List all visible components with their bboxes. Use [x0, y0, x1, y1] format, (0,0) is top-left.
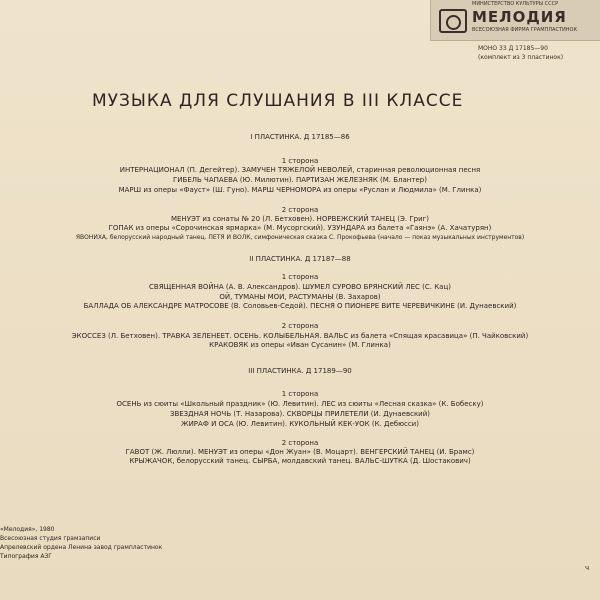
track-line: БАЛЛАДА ОБ АЛЕКСАНДРЕ МАТРОСОВЕ (В. Соловьев-Седой). ПЕСНЯ О ПИОНЕРЕ ВИТЕ ЧЕРЕВИЧКИНЕ (И. Дунаевский): [83, 302, 517, 310]
logo-top-text: МИНИСТЕРСТВО КУЛЬТУРЫ СССР: [472, 1, 559, 7]
footer-line: Апрелевский ордена Ленина завод грампластинок: [0, 544, 163, 551]
track-line: ЗВЕЗДНАЯ НОЧЬ (Т. Назарова). СКВОРЦЫ ПРИЛЕТЕЛИ (И. Дунаевский): [169, 410, 431, 418]
side-2-heading: 2 сторона: [281, 322, 319, 330]
track-line: КРЫЖАЧОК, белорусский танец. СЫРБА, молдавский танец. ВАЛЬС-ШУТКА (Д. Шостакович): [129, 457, 471, 465]
logo-main-text: МЕЛОДИЯ: [472, 8, 567, 26]
track-line: ОСЕНЬ из сюиты «Школьный праздник» (Ю. Левитин). ЛЕС из сюиты «Лесная сказка» (К. Бобеску): [116, 400, 484, 408]
track-line: ЯВОНИХА, белорусский народный танец. ПЕТЯ И ВОЛК, симфоническая сказка С. Прокофьева (начало — показ музыкальных инструментов): [75, 234, 525, 241]
logo-bottom-text: ВСЕСОЮЗНАЯ ФИРМА ГРАМПЛАСТИНОК: [472, 27, 578, 33]
track-line: МАРШ из оперы «Фауст» (Ш. Гуно). МАРШ ЧЕРНОМОРА из оперы «Руслан и Людмила» (М. Глинка): [118, 186, 482, 194]
track-line: ЖИРАФ И ОСА (Ю. Левитин). КУКОЛЬНЫЙ КЕК-УОК (К. Дебюсси): [181, 420, 419, 428]
track-line: ЭКОССЕЗ (Л. Бетховен). ТРАВКА ЗЕЛЕНЕЕТ. ОСЕНЬ. КОЛЫБЕЛЬНАЯ. ВАЛЬС из балета «Спящая красавица» (П. Чайковский): [71, 332, 529, 340]
track-line: ГИБЕЛЬ ЧАПАЕВА (Ю. Милютин). ПАРТИЗАН ЖЕЛЕЗНЯК (М. Блантер): [173, 176, 427, 184]
track-line: СВЯЩЕННАЯ ВОЙНА (А. В. Александров). ШУМЕЛ СУРОВО БРЯНСКИЙ ЛЕС (С. Кац): [149, 283, 451, 291]
track-line: КРАКОВЯК из оперы «Иван Сусанин» (М. Глинка): [209, 341, 391, 349]
catalog-info: [478, 44, 598, 62]
corner-mark: ч: [585, 564, 590, 572]
track-line: ГАВОТ (Ж. Люлли). МЕНУЭТ из оперы «Дон Жуан» (В. Моцарт). ВЕНГЕРСКИЙ ТАНЕЦ (И. Брамс): [125, 448, 475, 456]
track-line: ОЙ, ТУМАНЫ МОИ, РАСТУМАНЫ (В. Захаров): [219, 293, 381, 301]
album-title: МУЗЫКА ДЛЯ СЛУШАНИЯ В III КЛАССЕ: [92, 91, 464, 111]
track-line: МЕНУЭТ из сонаты № 20 (Л. Бетховен). НОРВЕЖСКИЙ ТАНЕЦ (Э. Григ): [170, 215, 430, 223]
catalog-set-note: (комплект из 3 пластинок): [478, 54, 564, 61]
melodiya-logo: [430, 0, 600, 41]
footer-line: Типография АЗГ: [0, 553, 52, 560]
side-1-heading: 1 сторона: [281, 273, 319, 281]
production-info: [0, 525, 163, 561]
side-1-heading: 1 сторона: [281, 157, 319, 165]
track-line: ИНТЕРНАЦИОНАЛ (П. Дегейтер). ЗАМУЧЕН ТЯЖЕЛОЙ НЕВОЛЕЙ, старинная революционная песня: [119, 166, 481, 174]
catalog-line: МОНО 33 Д 17185—90: [478, 45, 548, 52]
melodiya-emblem-icon: [439, 9, 467, 33]
footer-line: «Мелодия», 1980: [0, 526, 55, 533]
track-line: ГОПАК из оперы «Сорочинская ярмарка» (М. Мусоргский). УЗУНДАРА из балета «Гаянэ» (А. Хачатурян): [108, 224, 492, 232]
side-2-heading: 2 сторона: [281, 206, 319, 214]
record-2-heading: II ПЛАСТИНКА. Д 17187—88: [249, 255, 351, 263]
record-3-heading: III ПЛАСТИНКА. Д 17189—90: [248, 367, 352, 375]
side-2-heading: 2 сторона: [281, 439, 319, 447]
record-1-heading: I ПЛАСТИНКА. Д 17185—86: [250, 133, 350, 141]
side-1-heading: 1 сторона: [281, 390, 319, 398]
footer-line: Всесоюзная студия грамзаписи: [0, 535, 101, 542]
